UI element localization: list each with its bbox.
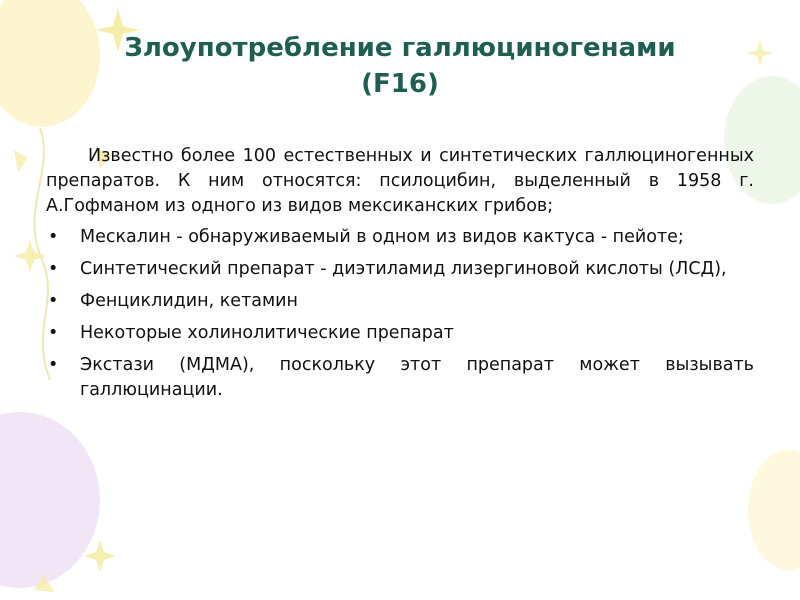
slide-title-line-1: Злоупотребление галлюциногенами — [124, 33, 676, 63]
intro-paragraph: Известно более 100 естественных и синтетических галлюциногенных препаратов. К ним относятся: псилоцибин, выделенный в 1958 г. А.Гофманом из одного из видов мексиканских грибов; — [46, 146, 754, 216]
slide-body — [46, 144, 754, 410]
bullet-list — [46, 225, 754, 403]
bullet-icon: • — [48, 355, 59, 375]
list-item-text: Фенциклидин, кетамин — [80, 291, 298, 311]
balloon-icon — [748, 450, 800, 570]
list-item-text: Экстази (МДМА), поскольку этот препарат может вызывать галлюцинации. — [80, 355, 754, 400]
list-item — [46, 289, 754, 314]
balloon-icon — [0, 412, 100, 588]
slide-title — [40, 30, 760, 102]
sparkle-icon — [14, 240, 46, 272]
bullet-icon: • — [48, 227, 59, 247]
list-item — [46, 257, 754, 282]
list-item-text: Мескалин - обнаруживаемый в одном из видов кактуса - пейоте; — [80, 227, 684, 247]
slide-title-line-2: (F16) — [361, 69, 439, 99]
bullet-icon: • — [48, 291, 59, 311]
list-item-text: Некоторые холинолитические препарат — [80, 323, 454, 343]
list-item — [46, 225, 754, 250]
bullet-icon: • — [48, 259, 59, 279]
list-item — [46, 321, 754, 346]
bullet-icon: • — [48, 323, 59, 343]
list-item-text: Синтетический препарат - диэтиламид лизергиновой кислоты (ЛСД), — [80, 259, 727, 279]
list-item — [46, 353, 754, 403]
